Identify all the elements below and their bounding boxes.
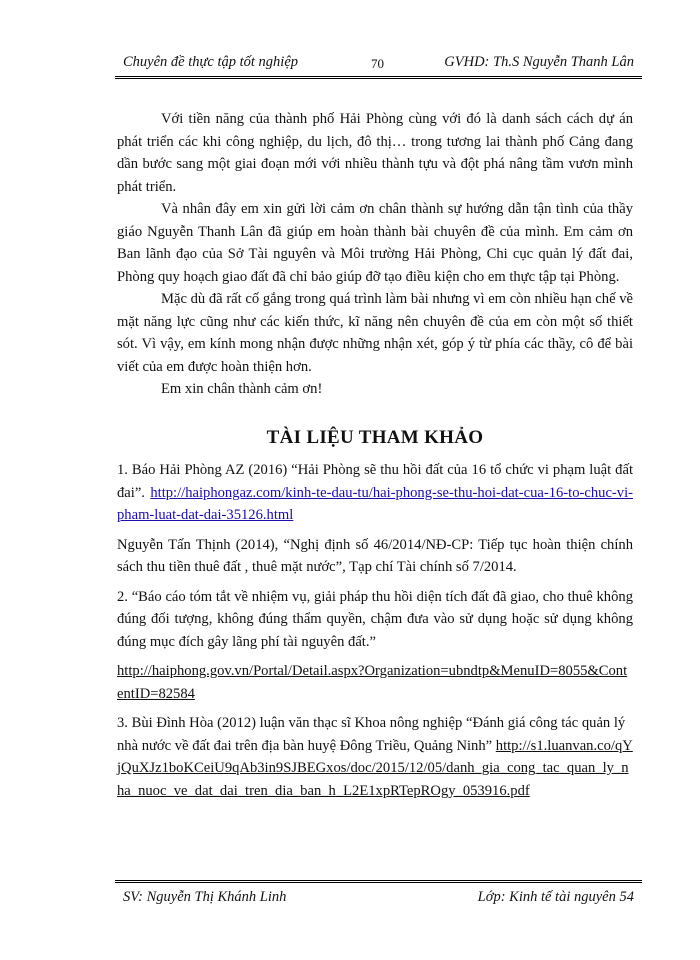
reference-1 xyxy=(117,459,633,527)
page-footer xyxy=(115,880,642,911)
footer-class: Lớp: Kinh tế tài nguyên 54 xyxy=(477,889,634,905)
reference-2-text: Nguyễn Tấn Thịnh (2014), “Nghị định số 46/2014/NĐ-CP: Tiếp tục hoàn thiện chính sách thu tiền thuê đất , thuê mặt nước”, Tạp chí Tài chính số 7/2014. xyxy=(117,536,633,575)
paragraph-2: Và nhân đây em xin gửi lời cảm ơn chân thành sự hướng dẫn tận tình của thầy giáo Nguyễn Thanh Lân đã giúp em hoàn thành bài chuyên đề của mình. Em cảm ơn Ban lãnh đạo của Sở Tài nguyên và Môi trường Hải Phòng, Chi cục quản lý đất đai, Phòng quy hoạch giao đất đã chỉ bảo giúp đỡ tạo điều kiện cho em thực tập tại Phòng. xyxy=(117,201,633,285)
page-header xyxy=(115,50,642,79)
paragraph-4: Em xin chân thành cảm ơn! xyxy=(161,381,323,397)
reference-3-text: 2. “Báo cáo tóm tắt về nhiệm vụ, giải pháp thu hồi diện tích đất đã giao, cho thuê không đúng đối tượng, không đúng thẩm quyền, chậm đưa vào sử dụng hoặc sử dụng không đúng mục đích gây lãng phí tài nguyên đất.” xyxy=(117,588,633,650)
page-number: 70 xyxy=(371,56,384,71)
reference-1-link[interactable]: http://haiphongaz.com/kinh-te-dau-tu/hai-phong-se-thu-hoi-dat-cua-16-to-chuc-vi-pham-luat-dat-dai-35126.html xyxy=(117,484,633,523)
references-title: TÀI LIỆU THAM KHẢO xyxy=(266,426,484,448)
paragraph-1: Với tiền năng của thành phố Hải Phòng cùng với đó là danh sách cách dự án phát triển các khi công nghiệp, du lịch, đô thị… trong tương lai thành phố Cảng đang dần bước sang một giai đoạn mới với nhiều thành tựu và đột phá nâng tầm vươn mình phát triển. xyxy=(117,111,633,195)
footer-student-name: SV: Nguyễn Thị Khánh Linh xyxy=(123,889,287,905)
reference-1-text: 1. Báo Hải Phòng AZ (2016) “Hải Phòng sẽ thu hồi đất của 16 tổ chức vi phạm luật đất đai”. xyxy=(117,462,633,501)
reference-3 xyxy=(117,586,633,654)
reference-3-link[interactable]: http://haiphong.gov.vn/Portal/Detail.aspx?Organization=ubndtp&MenuID=8055&ContentID=82584 xyxy=(117,663,628,702)
paragraph-3: Mặc dù đã rất cố gắng trong quá trình làm bài nhưng vì em còn nhiều hạn chế về mặt năng lực cũng như các kiến thức, kĩ năng nên chuyên đề của em còn một số thiết sót. Vì vậy, em kính mong nhận được những nhận xét, góp ý từ phía các thầy, cô để bài viết của em được hoàn thiện hơn. xyxy=(117,291,633,375)
reference-4-text: 3. Bùi Đình Hòa (2012) luận văn thạc sĩ Khoa nông nghiệp “Đánh giá công tác quản lý nhà nước về đất đai trên địa bàn huyệ Đông Triều, Quảng Ninh” xyxy=(117,715,626,754)
header-supervisor: GVHD: Th.S Nguyễn Thanh Lân xyxy=(444,54,634,70)
reference-4 xyxy=(117,712,633,802)
header-document-title: Chuyên đề thực tập tốt nghiệp xyxy=(123,54,299,70)
reference-3-url xyxy=(117,660,633,705)
reference-4-link[interactable]: http://s1.luanvan.co/qYjQuXJz1boKCeiU9qAb3in9SJBEGxos/doc/2015/12/05/danh_gia_cong_tac_quan_ly_nha_nuoc_ve_dat_dai_tren_dia_ban_h_L2E1xpRTepROgy_053916.pdf xyxy=(117,737,633,799)
reference-2 xyxy=(117,534,633,579)
page-body xyxy=(117,108,633,809)
